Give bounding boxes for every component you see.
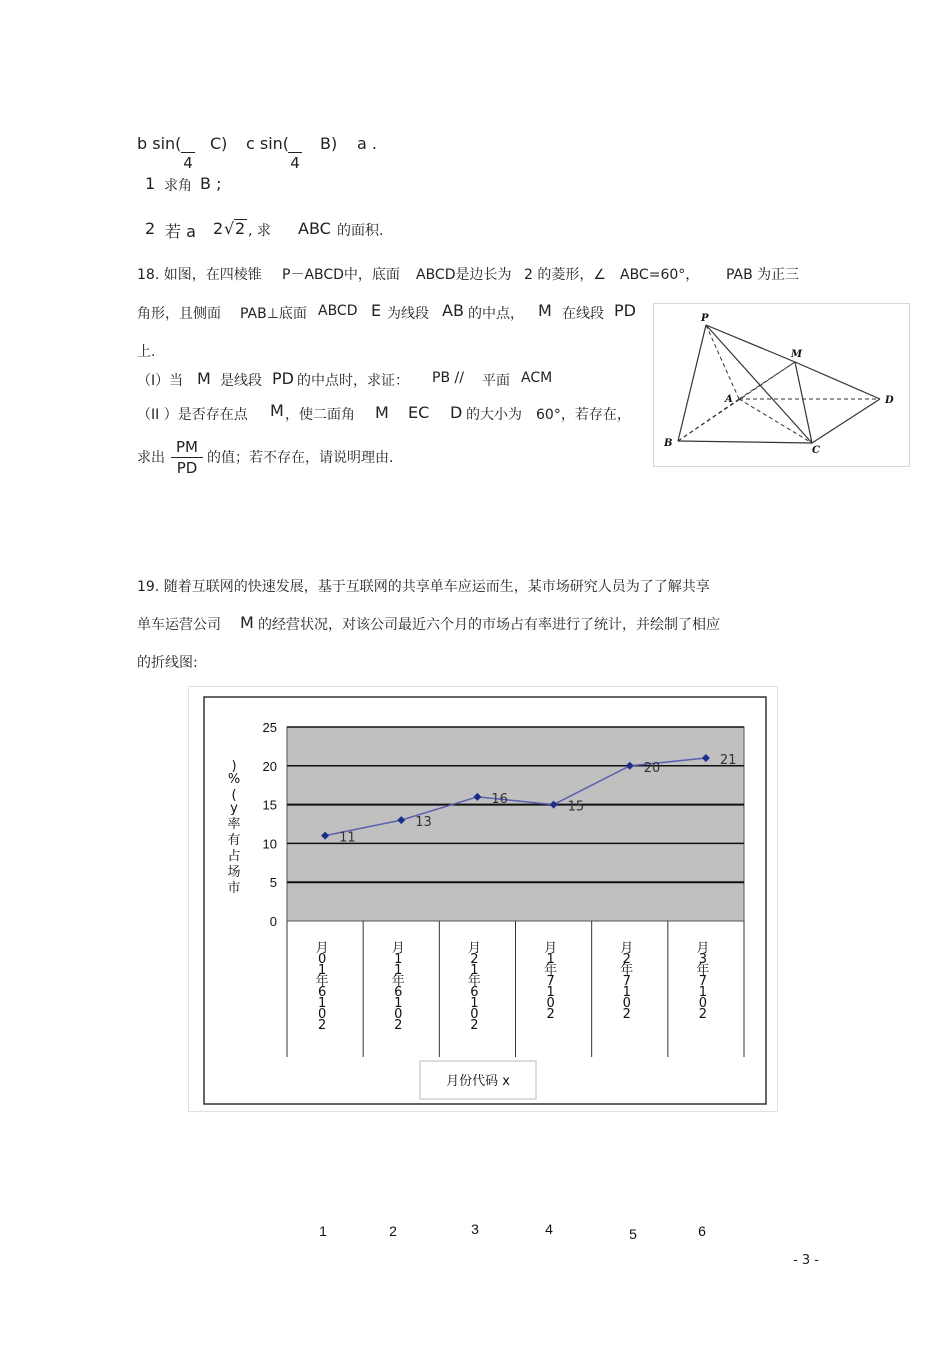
- q19-line2-b: M: [240, 613, 254, 632]
- y-tick-label: 5: [269, 875, 277, 891]
- fig-label-d: D: [885, 395, 894, 406]
- q19-line2-a: 单车运营公司: [137, 617, 221, 633]
- category-label-char: 2: [470, 952, 479, 967]
- q18-line2-a: 角形，且侧面: [137, 306, 221, 322]
- y-tick-label: 10: [262, 836, 277, 852]
- q19-line2-c: 的经营状况，对该公司最近六个月的市场占有率进行了统计，并绘制了相应: [258, 617, 720, 633]
- category-label-char: 6: [470, 985, 479, 1000]
- category-label-char: 0: [622, 996, 631, 1011]
- category-label-char: 0: [546, 996, 555, 1011]
- category-label-char: 0: [470, 1007, 479, 1022]
- category-label-char: 1: [394, 963, 403, 978]
- y-axis-label-char: 场: [227, 865, 241, 880]
- fig-label-b: B: [664, 438, 673, 449]
- category-label-char: 年: [544, 963, 558, 978]
- category-label-char: 0: [317, 952, 327, 967]
- category-label-char: 年: [391, 974, 405, 989]
- q18-part1-b: M: [197, 369, 211, 388]
- y-axis-label-char: 有: [227, 833, 241, 848]
- q18-ask-den: PD: [176, 459, 198, 477]
- q18-line1-c: ABCD是边长为: [416, 267, 512, 283]
- q18-part2-d: M: [375, 403, 389, 422]
- category-label-char: 6: [317, 985, 327, 1000]
- y-tick-label: 0: [269, 914, 277, 929]
- y-axis-label-char: y: [230, 801, 238, 816]
- y-axis-label-char: 市: [227, 881, 241, 896]
- data-label: 16: [491, 791, 508, 807]
- q18-part1-f: PB //: [432, 370, 464, 386]
- data-label: 11: [339, 830, 356, 846]
- category-label-char: 7: [546, 974, 555, 989]
- q18-line3: 上.: [137, 344, 156, 360]
- x-code-label: 2: [389, 1223, 397, 1239]
- x-code-label: 4: [545, 1221, 553, 1237]
- q17-formula-part4: B): [320, 134, 338, 153]
- category-label-char: 2: [622, 952, 631, 967]
- q17-part1-var: B ;: [200, 174, 222, 193]
- category-label-char: 年: [696, 963, 710, 978]
- q17-part1-text: 求角: [164, 178, 192, 194]
- q18-line2-j: PD: [614, 301, 636, 320]
- q17-formula-part2: C): [210, 134, 228, 153]
- chart-plot-area: [287, 727, 744, 921]
- category-label-char: 1: [470, 963, 479, 978]
- category-label-char: 2: [546, 1007, 555, 1022]
- fig-label-a: A: [725, 394, 733, 405]
- fig-label-m: M: [791, 349, 803, 360]
- fig-label-p: P: [701, 313, 709, 324]
- category-label-char: 2: [394, 1018, 403, 1033]
- category-label-char: 年: [315, 974, 329, 989]
- q18-part1-e: 的中点时，求证：: [297, 373, 409, 389]
- q18-part2-b: M: [270, 401, 284, 420]
- q17-fraction-2-den: 4: [290, 154, 300, 172]
- category-label-char: 月: [696, 941, 710, 956]
- category-label-char: 1: [622, 985, 631, 1000]
- y-axis-label-char: (: [231, 788, 237, 803]
- q17-formula-part3: c sin(: [246, 134, 290, 153]
- q18-line1-d: 2 的菱形，∠: [524, 267, 606, 283]
- q17-part2-mid: , 求: [248, 223, 271, 239]
- data-label: 15: [567, 799, 585, 815]
- category-label-char: 2: [470, 1018, 479, 1033]
- category-label-char: 2: [622, 1007, 631, 1022]
- q18-part2-g: 的大小为: [466, 407, 522, 423]
- q18-part1-a: （I）当: [137, 373, 184, 389]
- y-tick-label: 20: [262, 758, 277, 774]
- q18-part1-c: 是线段: [220, 373, 262, 389]
- q18-line1-f: PAB 为正三: [726, 267, 800, 283]
- q18-part1-g: 平面: [482, 373, 510, 389]
- q18-part1-d: PD: [272, 369, 294, 388]
- x-code-label: 3: [471, 1221, 479, 1237]
- q18-ask-post: 的值；若不存在，请说明理由.: [207, 450, 394, 466]
- q17-part2-text: 若 a: [165, 222, 196, 241]
- q18-line2-c: ABCD: [318, 303, 358, 319]
- q18-line2-b: PAB⊥底面: [240, 306, 307, 322]
- q18-part2-e: EC: [408, 403, 430, 422]
- y-axis-label-char: %: [227, 772, 241, 787]
- q19-line3: 的折线图:: [137, 655, 198, 671]
- q17-part2-radicand: 2: [235, 219, 246, 238]
- q18-line1-e: ABC=60°，: [620, 267, 700, 283]
- q18-part2-f: D: [450, 403, 463, 422]
- q18-part2-c: ，使二面角: [285, 407, 355, 423]
- q18-line2-h: M: [538, 301, 552, 320]
- category-label-char: 年: [467, 974, 481, 989]
- category-label-char: 1: [546, 952, 555, 967]
- category-label-char: 1: [317, 963, 327, 978]
- q18-part1-h: ACM: [521, 370, 553, 386]
- category-label-char: 1: [470, 996, 479, 1011]
- q17-part1-number: 1: [145, 174, 156, 193]
- q18-part2-h: 60°，若存在，: [536, 407, 631, 423]
- category-label-char: 2: [698, 1007, 708, 1022]
- data-label: 21: [719, 753, 737, 769]
- q18-line2-e: 为线段: [387, 306, 429, 322]
- category-label-char: 1: [317, 996, 327, 1011]
- category-label-char: 0: [698, 996, 708, 1011]
- category-label-char: 月: [391, 941, 405, 956]
- q18-part2-a: （II ）是否存在点: [137, 407, 248, 423]
- q18-ask-num: PM: [171, 437, 203, 458]
- q18-line2-i: 在线段: [562, 306, 604, 322]
- category-label-char: 3: [698, 952, 708, 967]
- y-axis-label-char: ): [231, 759, 237, 774]
- y-axis-label-char: 率: [227, 817, 241, 832]
- category-label-char: 月: [620, 941, 634, 956]
- category-label-char: 月: [315, 941, 329, 956]
- y-axis-label-char: 占: [227, 849, 241, 864]
- q17-part2-end: 的面积.: [337, 223, 384, 239]
- category-label-char: 2: [317, 1018, 327, 1033]
- q18-line2-d: E: [371, 301, 382, 320]
- q17-part2-coef: 2: [213, 219, 224, 238]
- category-label-char: 6: [394, 985, 403, 1000]
- q18-line2-g: 的中点，: [468, 306, 524, 322]
- category-label-char: 1: [546, 985, 555, 1000]
- category-label-char: 1: [394, 952, 403, 967]
- category-label-char: 0: [317, 1007, 327, 1022]
- category-label-char: 1: [394, 996, 403, 1011]
- q18-ask-pre: 求出: [137, 450, 165, 466]
- y-tick-label: 15: [262, 797, 277, 813]
- q17-part2-number: 2: [145, 219, 156, 238]
- data-label: 13: [415, 815, 432, 831]
- q19-line1: 19. 随着互联网的快速发展，基于互联网的共享单车应运而生，某市场研究人员为了了解共享: [137, 579, 710, 595]
- category-label-char: 月: [467, 941, 481, 956]
- x-code-label: 1: [319, 1223, 327, 1239]
- q17-part2-var: ABC: [298, 219, 331, 238]
- fig-label-c: C: [812, 445, 820, 456]
- page-number: - 3 -: [793, 1253, 819, 1268]
- category-label-char: 0: [394, 1007, 403, 1022]
- q18-line1-b: P－ABCD中，底面: [282, 267, 400, 283]
- x-code-label: 6: [698, 1223, 706, 1239]
- q17-fraction-1-den: 4: [183, 154, 193, 172]
- category-label-char: 月: [544, 941, 558, 956]
- sqrt-sign-icon: √: [224, 219, 235, 238]
- q17-formula-part1: b sin(: [137, 134, 182, 153]
- q17-formula-part5: a .: [357, 134, 377, 153]
- q18-line1-a: 18. 如图，在四棱锥: [137, 267, 262, 283]
- y-tick-label: 25: [262, 720, 277, 735]
- q18-line2-f: AB: [442, 301, 464, 320]
- category-label-char: 年: [620, 963, 634, 978]
- x-axis-label: 月份代码 x: [446, 1074, 510, 1089]
- x-code-label: 5: [629, 1226, 637, 1242]
- category-label-char: 1: [698, 985, 708, 1000]
- category-label-char: 7: [698, 974, 708, 989]
- category-label-char: 7: [622, 974, 631, 989]
- data-label: 20: [643, 760, 661, 776]
